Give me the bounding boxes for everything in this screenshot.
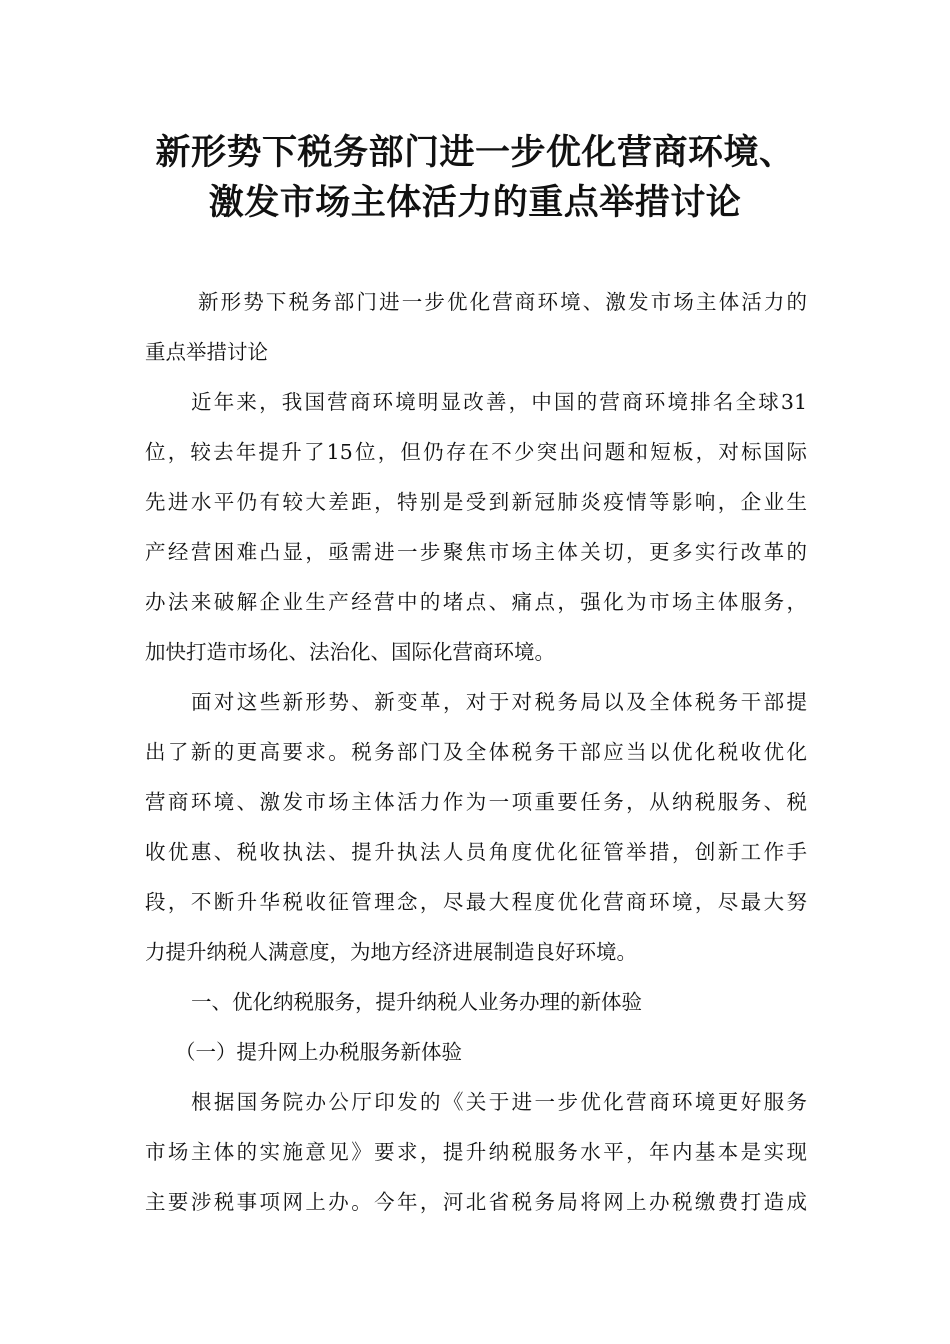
body-line: 产经营困难凸显，亟需进一步聚焦市场主体关切，更多实行改革的 [145, 540, 807, 564]
body-line: 近年来，我国营商环境明显改善，中国的营商环境排名全球31 [191, 390, 807, 414]
body-line: 位，较去年提升了15位，但仍存在不少突出问题和短板，对标国际 [145, 440, 807, 464]
body-line: 面对这些新形势、新变革，对于对税务局以及全体税务干部提 [191, 690, 807, 714]
document-title-line-1: 新形势下税务部门进一步优化营商环境、 [155, 133, 795, 173]
body-line: 根据国务院办公厅印发的《关于进一步优化营商环境更好服务 [191, 1090, 807, 1114]
body-line: 新形势下税务部门进一步优化营商环境、激发市场主体活力的 [198, 290, 807, 314]
body-line: 营商环境、激发市场主体活力作为一项重要任务，从纳税服务、税 [145, 790, 807, 814]
body-line: 市场主体的实施意见》要求，提升纳税服务水平，年内基本是实现 [145, 1140, 807, 1164]
body-line: 重点举措讨论 [145, 340, 268, 364]
body-line: 段，不断升华税收征管理念，尽最大程度优化营商环境，尽最大努 [145, 890, 807, 914]
section-heading: 一、优化纳税服务，提升纳税人业务办理的新体验 [191, 990, 642, 1014]
body-line: 办法来破解企业生产经营中的堵点、痛点，强化为市场主体服务， [145, 590, 807, 614]
body-line: 出了新的更高要求。税务部门及全体税务干部应当以优化税收优化 [145, 740, 807, 764]
document-title-line-2: 激发市场主体活力的重点举措讨论 [208, 183, 742, 223]
body-line: 主要涉税事项网上办。今年，河北省税务局将网上办税缴费打造成 [145, 1190, 807, 1214]
subsection-heading: （一）提升网上办税服务新体验 [175, 1040, 462, 1064]
body-line: 收优惠、税收执法、提升执法人员角度优化征管举措，创新工作手 [145, 840, 807, 864]
body-line: 加快打造市场化、法治化、国际化营商环境。 [145, 640, 555, 664]
body-line: 先进水平仍有较大差距，特别是受到新冠肺炎疫情等影响，企业生 [145, 490, 807, 514]
body-line: 力提升纳税人满意度，为地方经济进展制造良好环境。 [145, 940, 637, 964]
